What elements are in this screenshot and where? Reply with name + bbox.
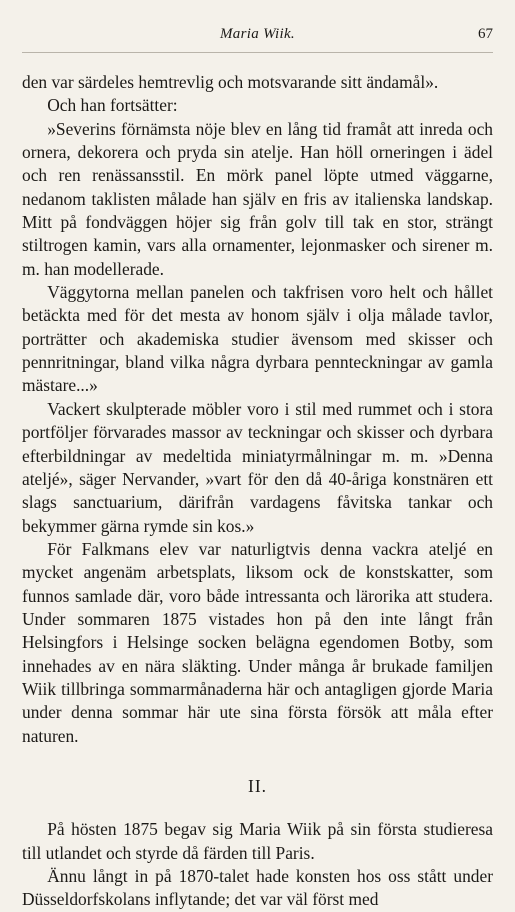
body-text [22,71,493,912]
paragraph-continuation: den var särdeles hemtrevlig och motsvarande sitt ändamål». [22,72,439,92]
paragraph: »Severins förnämsta nöje blev en lång tid framåt att inreda och ornera, dekorera och pryda sin atelje. Han höll orneringen i ädel och ren renässansstil. En mörk panel löpte utmed väggarne, nedanom taklisten målade han själv en fris av italienska landskap. Mitt på fondväggen höjer sig från golv till tak en stor, strängt stiltrogen kamin, vars alla ornamenter, lejonmasker och sirener m. m. han modellerade. [22,118,493,279]
running-head [22,26,493,46]
section-heading: II. [248,775,267,796]
paragraph: Ännu långt in på 1870-talet hade konsten hos oss stått under Düsseldorfskolans inflytande; det var väl först med [22,866,493,910]
running-title: Maria Wiik. [220,26,295,42]
header-rule [22,52,493,53]
paragraph: Väggytorna mellan panelen och takfrisen voro helt och hållet betäckta med för det mesta av honom själv i olja målade tavlor, porträtter och akademiska studier ävensom med skisser och pennritningar, bland vilka några dyrbara pennteckningar av gamla mästare...» [22,282,493,396]
paragraph: Vackert skulpterade möbler voro i stil med rummet och i stora portföljer förvarades massor av teckningar och skisser och dyrbara efterbildningar av medeltida miniatyrmålningar m. m. »Denna ateljé», säger Nervander, »vart för den då 40-åriga konstnären ett slags sanctuarium, därifrån vardagens fåvitska tankar och bekymmer gärna rymde sin kos.» [22,398,493,536]
paragraph: Och han fortsätter: [47,95,178,116]
paragraph: För Falkmans elev var naturligtvis denna vackra ateljé en mycket angenäm arbetsplats, liksom ock de konstskatter, som funnos samlade där, voro både intressanta och lärorika att studera. Under sommaren 1875 vistades hon på den inte långt från Helsingfors i Helsinge socken belägna egendomen Botby, som innehades av en nära släkting. Under många år brukade familjen Wiik tillbringa sommarmånaderna här och antagligen gjorde Maria under denna sommar här ute sina första försök att måla efter naturen. [22,538,493,746]
page-number: 67 [478,26,493,42]
paragraph: På hösten 1875 begav sig Maria Wiik på sin första studieresa till utlandet och styrde då färden till Paris. [22,819,493,863]
